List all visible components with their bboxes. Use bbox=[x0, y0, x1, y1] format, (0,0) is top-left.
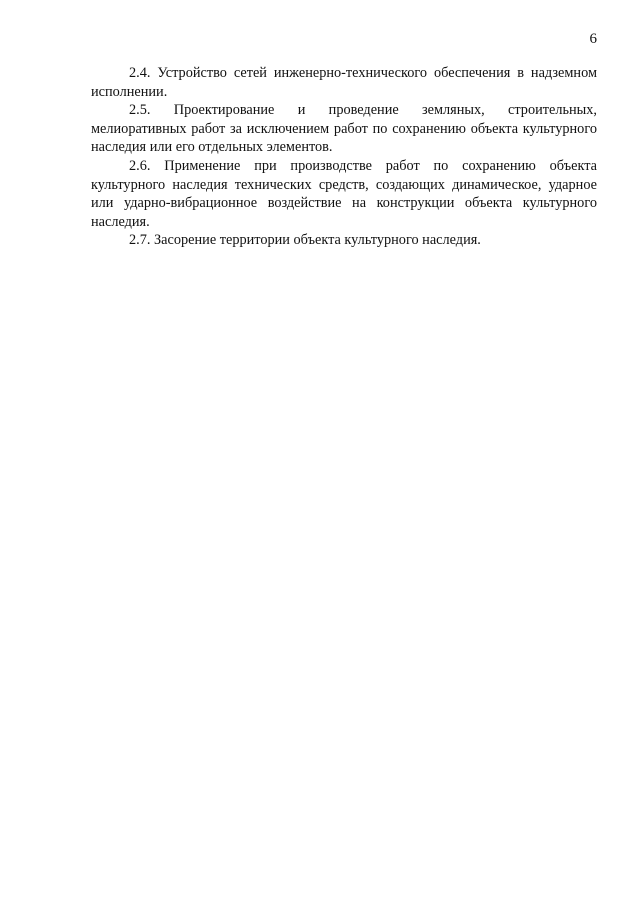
page-number: 6 bbox=[589, 31, 597, 47]
document-body bbox=[91, 64, 597, 250]
paragraph-2-6: 2.6. Применение при производстве работ по сохранению объекта культурного наследия технических средств, создающих динамическое, ударное или ударно-вибрационное воздействие на конструкции объекта культурного наследия. bbox=[91, 157, 597, 230]
paragraph-2-7: 2.7. Засорение территории объекта культурного наследия. bbox=[129, 232, 481, 249]
paragraph-2-5: 2.5. Проектирование и проведение земляных, строительных, мелиоративных работ за исключением работ по сохранению объекта культурного наследия или его отдельных элементов. bbox=[91, 102, 597, 156]
paragraph-2-4: 2.4. Устройство сетей инженерно-технического обеспечения в надземном исполнении. bbox=[91, 65, 597, 100]
